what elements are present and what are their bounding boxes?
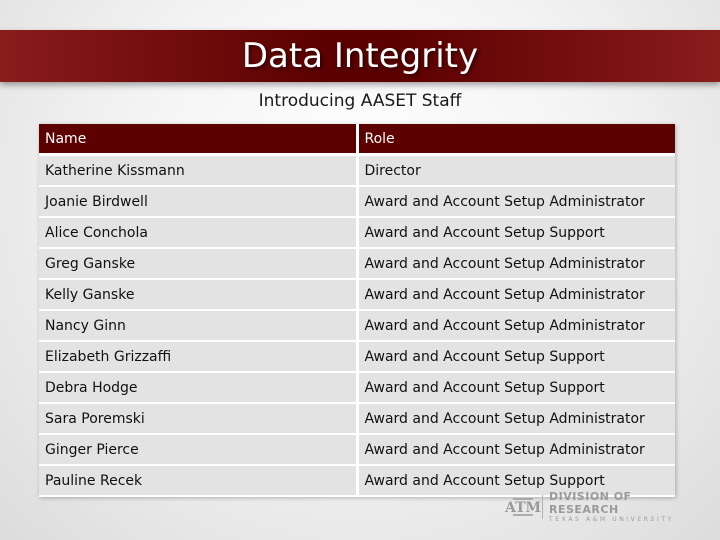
cell-name: Debra Hodge <box>39 372 357 403</box>
table-row <box>39 279 675 310</box>
cell-name: Elizabeth Grizzaffi <box>39 341 357 372</box>
logo-divider <box>542 495 543 519</box>
cell-role: Award and Account Setup Administrator <box>357 248 675 279</box>
division-of-research-logo <box>504 490 700 523</box>
slide-subtitle: Introducing AASET Staff <box>258 91 462 111</box>
cell-role: Award and Account Setup Administrator <box>357 279 675 310</box>
cell-name: Ginger Pierce <box>39 434 357 465</box>
table-row <box>39 248 675 279</box>
logo-text <box>549 490 700 524</box>
table-row <box>39 155 675 187</box>
logo-sub-text: TEXAS A&M UNIVERSITY <box>548 516 674 523</box>
cell-role: Award and Account Setup Administrator <box>357 403 675 434</box>
table-row <box>39 372 675 403</box>
table-row <box>39 217 675 248</box>
header-name: Name <box>39 124 357 155</box>
table-row <box>39 186 675 217</box>
atm-logo-icon <box>504 495 542 519</box>
cell-name: Sara Poremski <box>39 403 357 434</box>
table-row <box>39 403 675 434</box>
cell-name: Alice Conchola <box>39 217 357 248</box>
cell-name: Joanie Birdwell <box>39 186 357 217</box>
cell-role: Award and Account Setup Administrator <box>357 186 675 217</box>
table-header-row <box>39 124 675 155</box>
cell-role: Director <box>357 155 675 187</box>
table-row <box>39 310 675 341</box>
cell-name: Pauline Recek <box>39 465 357 496</box>
cell-role: Award and Account Setup Administrator <box>357 434 675 465</box>
cell-name: Katherine Kissmann <box>39 155 357 187</box>
staff-table <box>39 124 675 497</box>
table-row <box>39 434 675 465</box>
logo-main-text: DIVISION OF RESEARCH <box>548 490 632 516</box>
cell-name: Greg Ganske <box>39 248 357 279</box>
cell-role: Award and Account Setup Support <box>357 341 675 372</box>
header-role: Role <box>357 124 675 155</box>
table-row <box>39 341 675 372</box>
cell-role: Award and Account Setup Administrator <box>357 310 675 341</box>
svg-text:ATM: ATM <box>504 500 542 516</box>
cell-role: Award and Account Setup Support <box>357 217 675 248</box>
cell-name: Kelly Ganske <box>39 279 357 310</box>
cell-name: Nancy Ginn <box>39 310 357 341</box>
cell-role: Award and Account Setup Support <box>357 372 675 403</box>
slide-title: Data Integrity <box>241 36 479 76</box>
cell-role: Award and Account Setup Support <box>357 465 675 496</box>
